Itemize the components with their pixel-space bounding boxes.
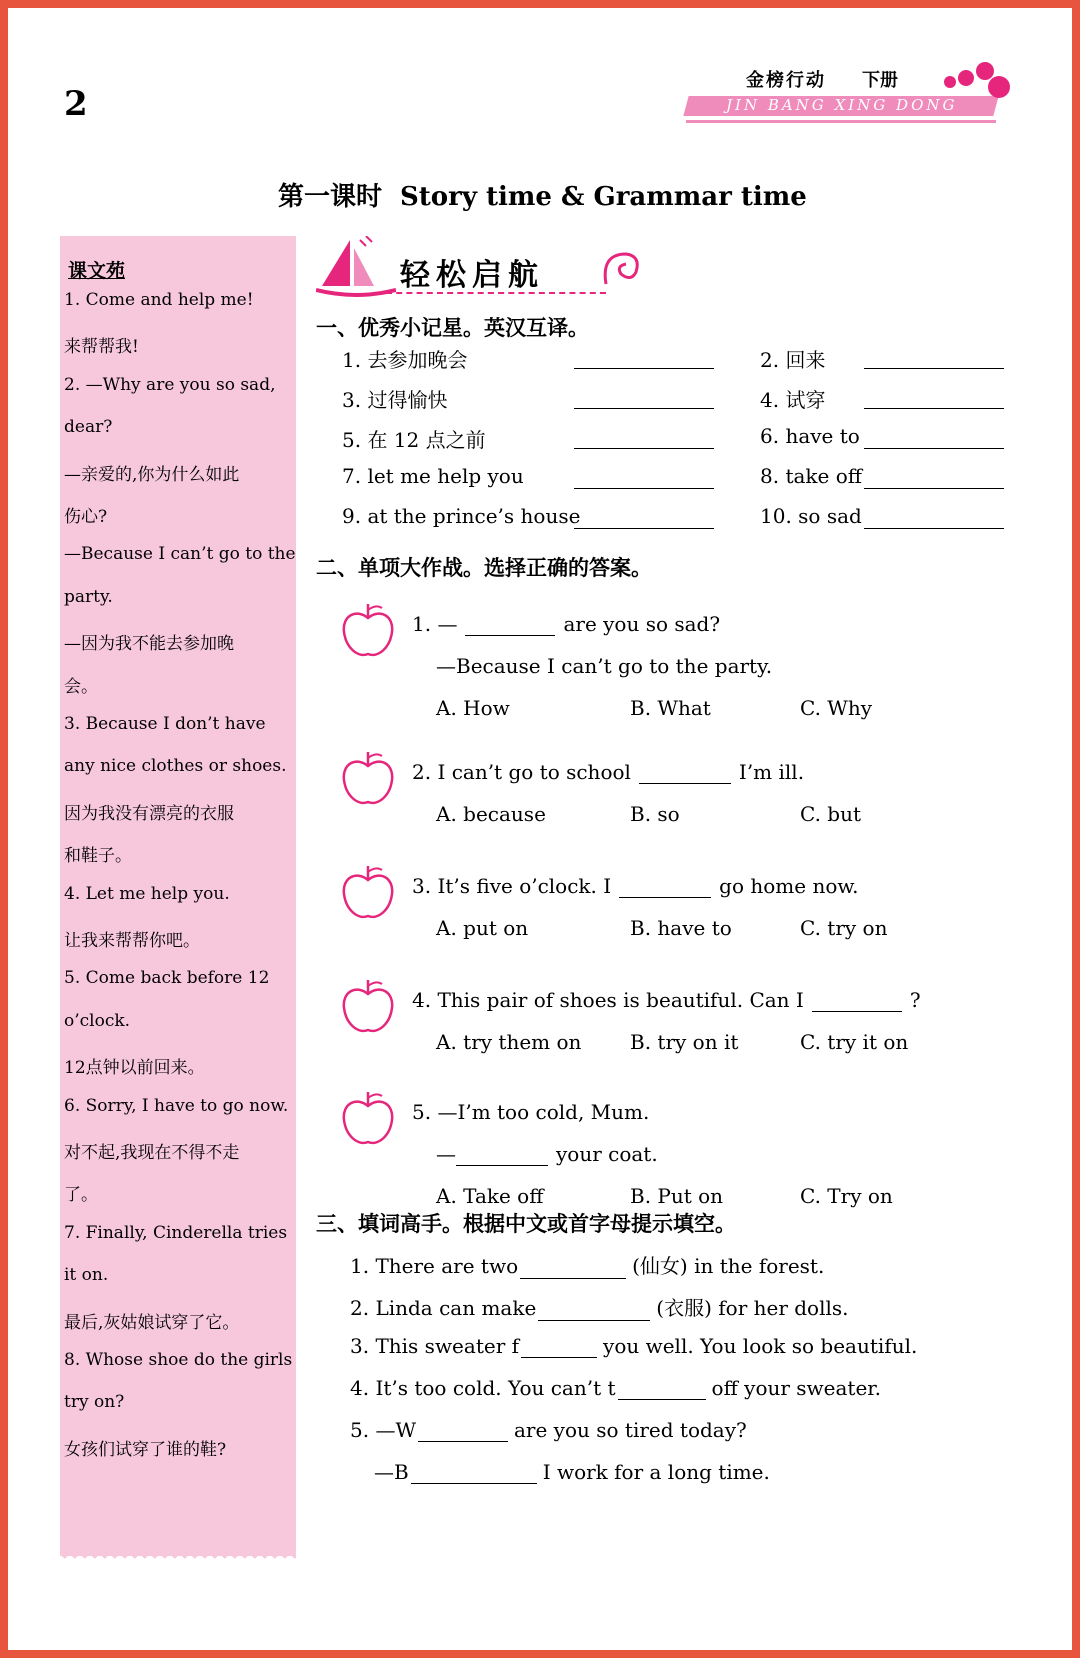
answer-blank[interactable] — [864, 408, 1004, 409]
lesson-title-en: Story time & Grammar time — [400, 182, 807, 212]
sidebar-line: 因为我没有漂亮的衣服 — [64, 803, 234, 824]
option-c[interactable]: C. try it on — [800, 1030, 909, 1054]
option-a[interactable]: A. because — [436, 802, 546, 826]
fill-item-text-end: off your sweater. — [711, 1376, 882, 1400]
option-a[interactable]: A. put on — [436, 916, 529, 940]
answer-blank[interactable] — [418, 1419, 508, 1442]
fill-item-text-end: (衣服) for her dolls. — [656, 1296, 849, 1320]
sidebar-line: 4. Let me help you. — [64, 883, 230, 904]
answer-blank[interactable] — [619, 875, 711, 898]
apple-icon — [338, 602, 398, 662]
sidebar-line: 3. Because I don’t have — [64, 714, 266, 734]
answer-blank[interactable] — [411, 1461, 537, 1484]
lesson-title — [278, 176, 807, 213]
option-a[interactable]: A. Take off — [436, 1184, 544, 1208]
answer-blank[interactable] — [864, 448, 1004, 449]
question-line — [412, 988, 921, 1012]
answer-blank[interactable] — [456, 1143, 548, 1166]
question-text-end: are you so sad? — [563, 612, 721, 636]
fill-item — [350, 1334, 917, 1358]
option-c[interactable]: C. Why — [800, 696, 873, 720]
answer-blank[interactable] — [864, 528, 1004, 529]
answer-blank[interactable] — [538, 1298, 650, 1321]
translate-item: 10. so sad — [760, 504, 862, 528]
option-b[interactable]: B. Put on — [630, 1184, 724, 1208]
question-line2 — [436, 1142, 658, 1166]
question-dash: — — [436, 1142, 456, 1166]
sidebar-line: party. — [64, 586, 113, 607]
sidebar-heading: 课文苑 — [68, 260, 126, 282]
sidebar-line: try on? — [64, 1392, 125, 1413]
option-b[interactable]: B. have to — [630, 916, 732, 940]
question-text: 3. It’s five o’clock. I — [412, 874, 612, 898]
answer-blank[interactable] — [520, 1256, 626, 1279]
answer-blank[interactable] — [574, 408, 714, 409]
sidebar-line: o’clock. — [64, 1010, 131, 1031]
sidebar-line: 1. Come and help me! — [64, 290, 254, 310]
answer-blank[interactable] — [864, 368, 1004, 369]
sidebar-line: it on. — [64, 1265, 109, 1286]
translate-item: 1. 去参加晚会 — [342, 348, 468, 372]
brand-underline — [686, 120, 996, 123]
translate-item: 5. 在 12 点之前 — [342, 428, 486, 452]
answer-blank[interactable] — [574, 528, 714, 529]
translate-item: 8. take off — [760, 464, 862, 488]
sidebar-line: 6. Sorry, I have to go now. — [64, 1095, 289, 1116]
fill-item — [350, 1292, 849, 1321]
sidebar-line: 8. Whose shoe do the girls — [64, 1350, 293, 1370]
option-b[interactable]: B. try on it — [630, 1030, 739, 1054]
page-number: 2 — [64, 84, 88, 124]
answer-blank[interactable] — [618, 1377, 706, 1400]
sidebar-line: 来帮帮我! — [64, 337, 139, 358]
lesson-title-cn: 第一课时 — [278, 182, 383, 212]
option-a[interactable]: A. How — [436, 696, 510, 720]
zigzag-edge — [60, 1554, 296, 1564]
sidebar-line: —亲爱的,你为什么如此 — [64, 464, 240, 485]
brand-volume: 下册 — [862, 70, 898, 91]
translate-item: 6. have to — [760, 424, 860, 448]
sidebar-line: —因为我不能去参加晚 — [64, 634, 234, 655]
fill-item-text-end: I work for a long time. — [542, 1460, 770, 1484]
option-b[interactable]: B. so — [630, 802, 680, 826]
question-text: 4. This pair of shoes is beautiful. Can I — [412, 988, 804, 1012]
apple-icon — [338, 864, 398, 924]
answer-blank[interactable] — [864, 488, 1004, 489]
answer-blank[interactable] — [465, 613, 555, 636]
section-banner — [316, 236, 656, 306]
question-text-end: your coat. — [556, 1142, 658, 1166]
answer-blank[interactable] — [521, 1335, 597, 1358]
option-b[interactable]: B. What — [630, 696, 711, 720]
sidebar-line: 2. —Why are you so sad, — [64, 374, 276, 395]
translate-item: 9. at the prince’s house — [342, 504, 581, 528]
fill-item-text: 5. —W — [350, 1418, 416, 1442]
fill-item-text: 2. Linda can make — [350, 1296, 537, 1320]
fill-item-text-end: you well. You look so beautiful. — [603, 1334, 918, 1358]
fill-item — [374, 1460, 770, 1484]
sidebar-line: any nice clothes or shoes. — [64, 756, 287, 777]
answer-blank[interactable] — [574, 488, 714, 489]
fill-item-text-end: (仙女) in the forest. — [632, 1254, 825, 1278]
answer-blank[interactable] — [574, 368, 714, 369]
question-text: 5. —I’m too cold, Mum. — [412, 1100, 650, 1124]
sidebar-line: 对不起,我现在不得不走 — [64, 1143, 240, 1163]
answer-blank[interactable] — [639, 761, 731, 784]
sailboat-icon — [316, 236, 396, 300]
option-a[interactable]: A. try them on — [436, 1030, 582, 1054]
brand-cn: 金榜行动 — [746, 70, 826, 91]
question-line — [412, 760, 804, 784]
page — [8, 8, 1072, 1650]
answer-blank[interactable] — [574, 448, 714, 449]
answer-blank[interactable] — [812, 989, 902, 1012]
sidebar-line: 让我来帮帮你吧。 — [64, 931, 200, 951]
question-text: 2. I can’t go to school — [412, 760, 631, 784]
question-line — [412, 612, 720, 636]
brand-en: JIN BANG XING DONG — [726, 96, 958, 114]
sidebar-line: 会。 — [64, 676, 98, 697]
fill-item-text: 3. This sweater f — [350, 1334, 520, 1358]
fill-item — [350, 1376, 881, 1400]
translate-item: 7. let me help you — [342, 464, 524, 488]
sidebar-text-panel — [60, 236, 296, 1556]
question-line — [412, 874, 858, 898]
swirl-icon — [596, 244, 646, 294]
section1-heading: 一、优秀小记星。英汉互译。 — [316, 316, 589, 340]
question-text-end: ? — [909, 988, 921, 1012]
section3-heading: 三、填词高手。根据中文或首字母提示填空。 — [316, 1212, 736, 1236]
section2-heading: 二、单项大作战。选择正确的答案。 — [316, 556, 652, 580]
translate-item: 3. 过得愉快 — [342, 388, 448, 412]
brand-header — [686, 62, 1006, 124]
sidebar-line: 7. Finally, Cinderella tries — [64, 1222, 288, 1243]
sidebar-line: 了。 — [64, 1185, 98, 1206]
fill-item — [350, 1418, 747, 1442]
option-c[interactable]: C. Try on — [800, 1184, 893, 1208]
option-c[interactable]: C. but — [800, 802, 862, 826]
sidebar-line: 和鞋子。 — [64, 846, 132, 867]
banner-title: 轻松启航 — [400, 258, 544, 293]
fill-item-text: —B — [374, 1460, 409, 1484]
question-line2: —Because I can’t go to the party. — [436, 654, 773, 678]
translate-item: 2. 回来 — [760, 348, 826, 372]
apple-icon — [338, 978, 398, 1038]
fill-item — [350, 1250, 824, 1279]
question-text: 1. — — [412, 612, 458, 636]
sidebar-line: 5. Come back before 12 — [64, 968, 270, 989]
sidebar-line: 伤心? — [64, 507, 108, 527]
option-c[interactable]: C. try on — [800, 916, 888, 940]
sidebar-line: 女孩们试穿了谁的鞋? — [64, 1439, 227, 1460]
question-text-end: go home now. — [719, 874, 859, 898]
banner-wave — [386, 292, 606, 298]
question-line — [412, 1100, 649, 1124]
sidebar-line: 12点钟以前回来。 — [64, 1058, 205, 1079]
question-text-end: I’m ill. — [738, 760, 805, 784]
fill-item-text-end: are you so tired today? — [514, 1418, 747, 1442]
fill-item-text: 1. There are two — [350, 1254, 519, 1278]
apple-icon — [338, 1090, 398, 1150]
translate-item: 4. 试穿 — [760, 388, 826, 412]
fill-item-text: 4. It’s too cold. You can’t t — [350, 1376, 616, 1400]
sidebar-line: dear? — [64, 417, 113, 438]
sidebar-line: 最后,灰姑娘试穿了它。 — [64, 1312, 240, 1333]
apple-icon — [338, 750, 398, 810]
sidebar-line: —Because I can’t go to the — [64, 544, 296, 565]
